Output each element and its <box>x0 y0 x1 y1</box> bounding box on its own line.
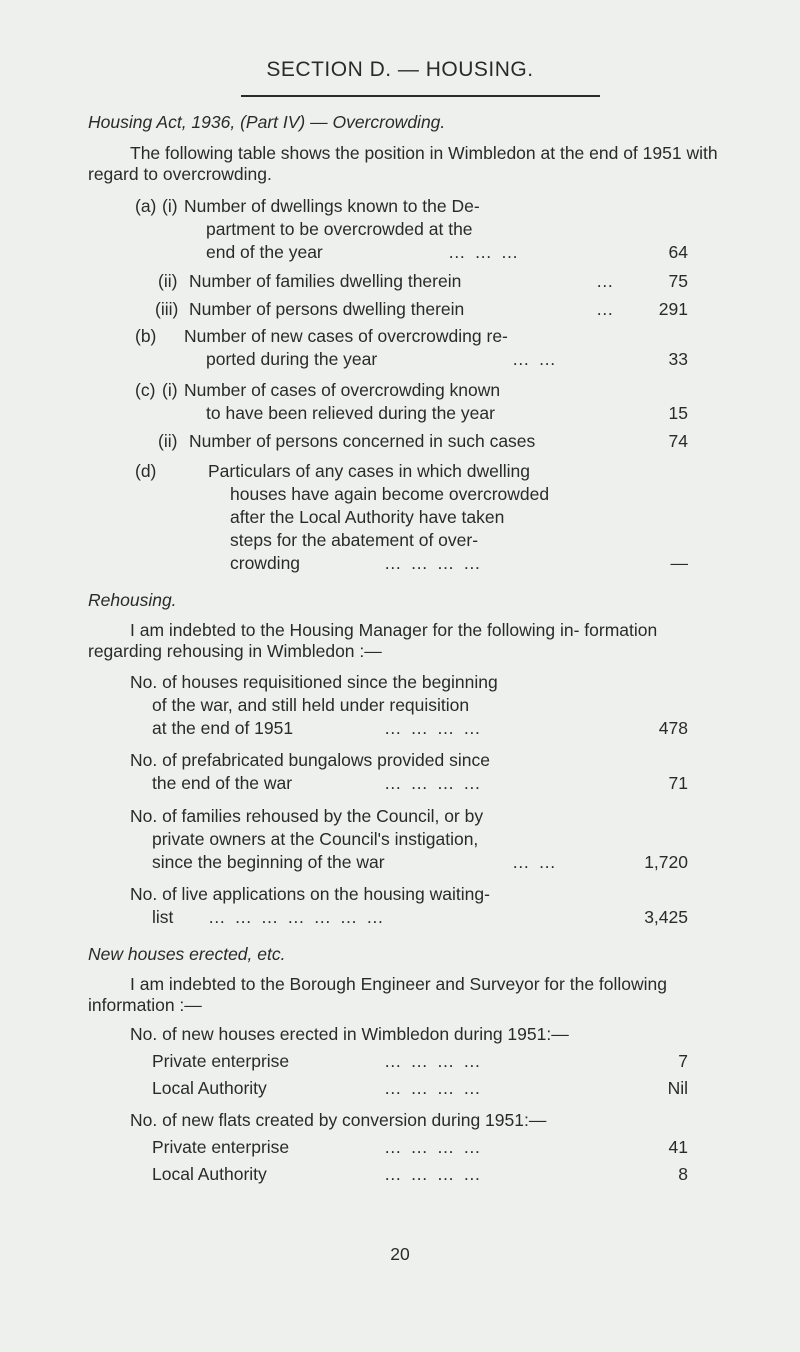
overcrowding-intro: The following table shows the position in Wimbledon at the end of 1951 with regard to overcrowding. <box>88 143 718 184</box>
value-flats-local: 8 <box>678 1164 688 1184</box>
value-erected-local: Nil <box>667 1078 688 1098</box>
overcrowding-heading: Housing Act, 1936, (Part IV) — Overcrowding. <box>88 112 446 132</box>
value-c-i: 15 <box>668 403 688 423</box>
rehousing-heading: Rehousing. <box>88 590 177 610</box>
page-number: 20 <box>390 1244 410 1264</box>
value-a-i: 64 <box>668 242 688 262</box>
title-underline <box>241 95 600 97</box>
document-page: SECTION D. — HOUSING. Housing Act, 1936, (Part IV) — Overcrowding. The following table shows the position in Wimbledon at the end of 1951 with regard to overcrowding. (a) (i) Number of dwellings known to the De- partment to be overcrowded at the end of the year … … … 64 (ii) Number of families dwelling therein … 75 (iii) Number of persons dwelling therein … 291 (b) Number of new cases of overcrowding re- ported during the year … … 33 (c) (i) Number of cases of overcrowding known to have been relieved during the year 15 (ii) Number of persons concerned in such cases 74 (d) Particulars of any cases in which dwelling houses have again become overcrowded after the Local Authority have taken steps for the abatement of over- crowding … … … … — Rehousing. I am indebted to the Housing Manager for the following in- formation regarding rehousing in Wimbledon :— No. of houses requisitioned since the beginning of the war, and still held under requisition at the end of 1951 … … … … 478 No. of prefabricated bungalows provided since the end of the war … … … … 71 No. of families rehoused by the Council, or by private owners at the Council's instigation, since the beginning of the war … … 1,720 No. of live applications on the housing waiting- list … … … … … … … 3,425 New houses erected, etc. I am indebted to the Borough Engineer and Surveyor for the following information :— No. of new houses erected in Wimbledon during 1951:— Private enterprise … … … … 7 Local Authority … … … … Nil No. of new flats created by conversion during 1951:— Private enterprise … … … … 41 Local Authority … … … … 8 20 <box>0 0 800 1352</box>
value-flats-private: 41 <box>668 1137 688 1157</box>
value-prefabricated: 71 <box>668 773 688 793</box>
value-a-ii: 75 <box>668 271 688 291</box>
value-requisitioned: 478 <box>658 718 688 738</box>
value-waiting-list: 3,425 <box>644 907 688 927</box>
new-houses-intro: I am indebted to the Borough Engineer and Surveyor for the following information :— <box>88 974 668 1015</box>
rehousing-intro: I am indebted to the Housing Manager for the following in- formation regarding rehousing in Wimbledon :— <box>88 620 658 661</box>
section-title: SECTION D. — HOUSING. <box>266 58 534 81</box>
value-families-rehoused: 1,720 <box>644 852 688 872</box>
value-a-iii: 291 <box>658 299 688 319</box>
new-houses-heading: New houses erected, etc. <box>88 944 286 964</box>
value-b: 33 <box>668 349 688 369</box>
value-d: — <box>670 553 688 573</box>
value-c-ii: 74 <box>668 431 688 451</box>
value-erected-private: 7 <box>678 1051 688 1071</box>
